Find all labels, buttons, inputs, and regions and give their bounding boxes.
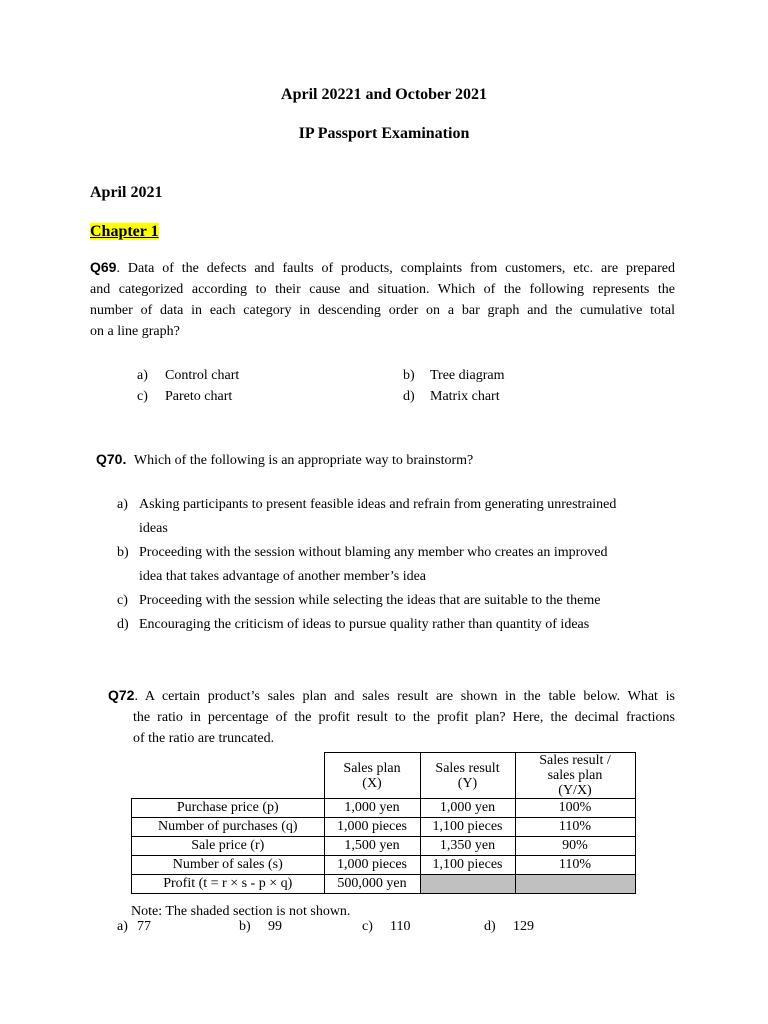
q69-number: Q69 (90, 259, 117, 275)
cell-result: 1,100 pieces (420, 818, 515, 837)
header-line: Sales plan (343, 760, 401, 776)
cell-ratio: 100% (515, 799, 635, 818)
option-text: Matrix chart (430, 389, 500, 404)
q72-option-d[interactable] (484, 919, 534, 935)
chapter-heading (90, 223, 159, 241)
row-label: Number of sales (s) (132, 856, 325, 875)
cell-result: 1,100 pieces (420, 856, 515, 875)
q70-options (117, 493, 677, 637)
cell-ratio-shaded (515, 875, 635, 894)
section-heading: April 2021 (90, 184, 163, 201)
option-text: 110 (390, 919, 411, 934)
q70-number: Q70. (96, 451, 127, 467)
q72-line-2: the ratio in percentage of the profit result to the profit plan? Here, the decimal fractions (133, 710, 675, 725)
option-label: c) (362, 919, 373, 934)
cell-plan: 1,000 yen (324, 799, 420, 818)
table-row (132, 875, 636, 894)
sales-table (131, 752, 636, 894)
table-corner-cell (132, 753, 325, 799)
option-text: Encouraging the criticism of ideas to pursue quality rather than quantity of ideas (139, 617, 590, 632)
q70-text: Which of the following is an appropriate way to brainstorm? (133, 453, 474, 468)
q69-line-3: number of data in each category in descending order on a bar graph and the cumulative total (90, 303, 675, 318)
q70-option-c[interactable] (117, 589, 677, 613)
q69-line-4: on a line graph? (90, 324, 180, 339)
option-text (139, 541, 608, 589)
q72-question (108, 685, 675, 749)
option-line: Proceeding with the session without blaming any member who creates an improved (139, 545, 608, 560)
cell-plan: 1,000 pieces (324, 856, 420, 875)
table-row (132, 799, 636, 818)
cell-ratio: 110% (515, 818, 635, 837)
option-label: d) (117, 617, 129, 632)
option-line: Asking participants to present feasible ideas and refrain from generating unrestrained (139, 497, 617, 512)
option-text: 77 (137, 919, 151, 934)
option-text: Tree diagram (430, 368, 505, 383)
option-line: idea that takes advantage of another member’s idea (139, 569, 427, 584)
option-line: ideas (139, 521, 168, 536)
row-label: Number of purchases (q) (132, 818, 325, 837)
option-text: 99 (268, 919, 282, 934)
option-label: b) (239, 919, 251, 934)
cell-result: 1,350 yen (420, 837, 515, 856)
header-line: Sales result (435, 760, 500, 776)
header-line: sales plan (547, 768, 603, 783)
q72-option-a[interactable] (117, 919, 151, 935)
header-line: (Y) (457, 775, 478, 791)
cell-ratio: 110% (515, 856, 635, 875)
header-sales-result (420, 753, 515, 799)
option-label: a) (137, 368, 148, 383)
header-line: Sales result / (539, 753, 611, 768)
option-label: d) (484, 919, 496, 934)
q70-option-a[interactable] (117, 493, 677, 541)
q72-line-1 (108, 685, 675, 707)
q69-option-a[interactable] (137, 368, 239, 384)
cell-plan: 1,000 pieces (324, 818, 420, 837)
option-text: Pareto chart (165, 389, 233, 404)
q69-option-c[interactable] (137, 389, 232, 405)
option-label: a) (117, 497, 128, 512)
q69-line-2: and categorized according to their cause and situation. Which of the following represents the (90, 282, 675, 297)
q69-question (90, 257, 675, 342)
q70-question (96, 449, 473, 471)
option-label: c) (117, 593, 128, 608)
header-line: (X) (362, 775, 382, 791)
option-text (139, 493, 616, 541)
header-sales-plan (324, 753, 420, 799)
q72-number: Q72 (108, 687, 135, 703)
header-ratio (515, 753, 635, 799)
q70-option-d[interactable] (117, 613, 677, 637)
option-label: b) (403, 368, 415, 383)
table-row (132, 856, 636, 875)
cell-result-shaded (420, 875, 515, 894)
q72-line-3: of the ratio are truncated. (133, 731, 275, 746)
document-title: April 20221 and October 2021 (281, 86, 487, 103)
header-line: (Y/X) (558, 783, 592, 798)
option-label: a) (117, 919, 128, 934)
chapter-label: Chapter 1 (90, 223, 159, 240)
q72-text-1: . A certain product’s sales plan and sales result are shown in the table below. What is (134, 689, 675, 704)
option-text: Control chart (165, 368, 240, 383)
q69-line-1 (90, 257, 675, 279)
cell-result: 1,000 yen (420, 799, 515, 818)
row-label: Sale price (r) (132, 837, 325, 856)
document-subtitle: IP Passport Examination (298, 125, 470, 142)
table-row (132, 837, 636, 856)
q69-option-d[interactable] (403, 389, 500, 405)
option-label: b) (117, 545, 129, 560)
q72-option-c[interactable] (362, 919, 410, 935)
cell-plan: 500,000 yen (324, 875, 420, 894)
row-label: Purchase price (p) (132, 799, 325, 818)
table-note: Note: The shaded section is not shown. (131, 904, 351, 919)
table-row (132, 818, 636, 837)
cell-ratio: 90% (515, 837, 635, 856)
option-text: 129 (513, 919, 534, 934)
table-header-row (132, 753, 636, 799)
cell-plan: 1,500 yen (324, 837, 420, 856)
q70-option-b[interactable] (117, 541, 677, 589)
option-label: d) (403, 389, 415, 404)
q72-option-b[interactable] (239, 919, 282, 935)
option-text: Proceeding with the session while selecting the ideas that are suitable to the theme (139, 593, 601, 608)
q69-text-1: . Data of the defects and faults of products, complaints from customers, etc. are prepared (116, 261, 675, 276)
row-label: Profit (t = r × s - p × q) (132, 875, 325, 894)
q69-option-b[interactable] (403, 368, 505, 384)
option-label: c) (137, 389, 148, 404)
